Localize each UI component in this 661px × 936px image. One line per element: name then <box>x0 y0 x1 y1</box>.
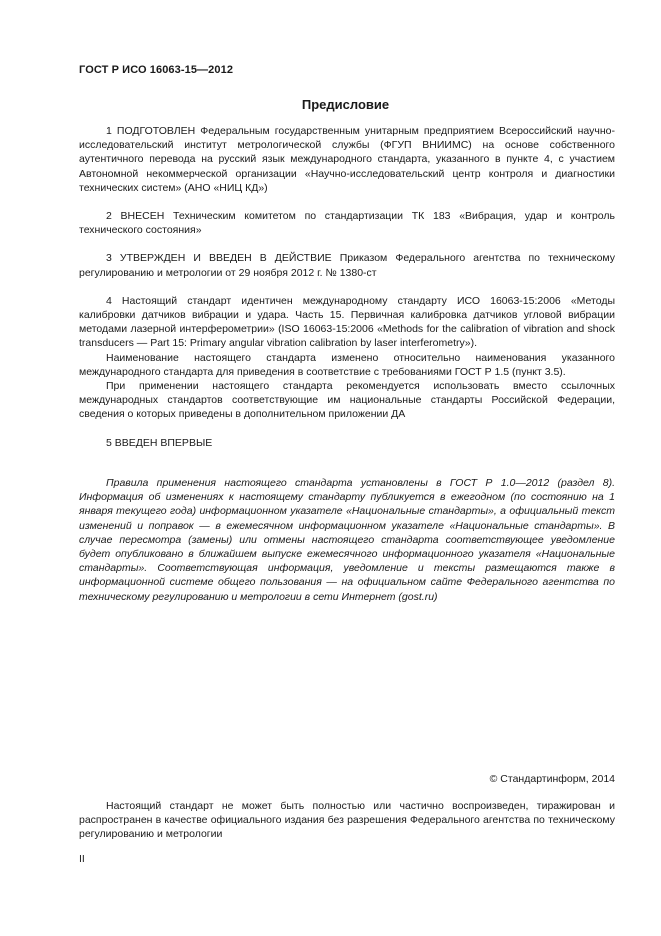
reproduction-notice <box>79 799 615 842</box>
paragraph-4-name-note: Наименование настоящего стандарта изменено относительно наименования указанного международного стандарта для приведения в соответствие с требованиями ГОСТ Р 1.5 (пункт 3.5). <box>79 351 615 378</box>
preface-body <box>79 124 615 450</box>
reproduction-text: Настоящий стандарт не может быть полностью или частично воспроизведен, тиражирован и распространен в качестве официального издания без разрешения Федерального агентства по техническому регулированию и метрологии <box>79 800 615 841</box>
copyright-notice: © Стандартинформ, 2014 <box>489 773 615 785</box>
page-number: II <box>79 853 85 865</box>
document-header-id: ГОСТ Р ИСО 16063-15—2012 <box>79 64 234 76</box>
paragraph-5: 5 ВВЕДЕН ВПЕРВЫЕ <box>106 436 213 449</box>
paragraph-3: 3 УТВЕРЖДЕН И ВВЕДЕН В ДЕЙСТВИЕ Приказом Федерального агентства по техническому регулированию и метрологии от 29 ноября 2012 г. № 1380-ст <box>79 252 615 279</box>
paragraph-4-references-note: При применении настоящего стандарта рекомендуется использовать вместо ссылочных международных стандартов соответствующие им национальные стандарты Российской Федерации, сведения о которых приведены в дополнительном приложении ДА <box>79 380 615 421</box>
paragraph-2: 2 ВНЕСЕН Техническим комитетом по стандартизации ТК 183 «Вибрация, удар и контроль технического состояния» <box>79 210 615 237</box>
section-title: Предисловие <box>301 97 390 112</box>
paragraph-4: 4 Настоящий стандарт идентичен международному стандарту ИСО 16063-15:2006 «Методы калибровки датчиков вибрации и удара. Часть 15. Первичная калибровка датчиков угловой вибрации методами лазерной интерферометрии» (ISO 16063-15:2006 «Methods for the calibration of vibration and shock transducers — Part 15: Primary angular vibration calibration by laser interferometry»). <box>79 294 615 350</box>
application-rules-note <box>79 476 615 604</box>
paragraph-1: 1 ПОДГОТОВЛЕН Федеральным государственным унитарным предприятием Всероссийский научно-исследовательский институт метрологической службы (ФГУП ВНИИМС) на основе собственного аутентичного перевода на русский язык международного стандарта, указанного в пункте 4, с участием Автономной некоммерческой организации «Научно-исследовательский центр контроля и диагностики технических систем» (АНО «НИЦ КД») <box>79 125 615 194</box>
note-text: Правила применения настоящего стандарта установлены в ГОСТ Р 1.0—2012 (раздел 8). Информация об изменениях к настоящему стандарту публикуется в ежегодном (по состоянию на 1 января текущего года) информационном указателе «Национальные стандарты», а официальный текст изменений и поправок — в ежемесячном информационном указателе «Национальные стандарты». В случае пересмотра (замены) или отмены настоящего стандарта соответствующее уведомление будет опубликовано в ближайшем выпуске ежемесячного информационного указателя «Национальные стандарты». Соответствующая информация, уведомление и тексты размещаются также в информационной системе общего пользования — на официальном сайте Федерального агентства по техническому регулированию и метрологии в сети Интернет (gost.ru) <box>79 477 615 603</box>
